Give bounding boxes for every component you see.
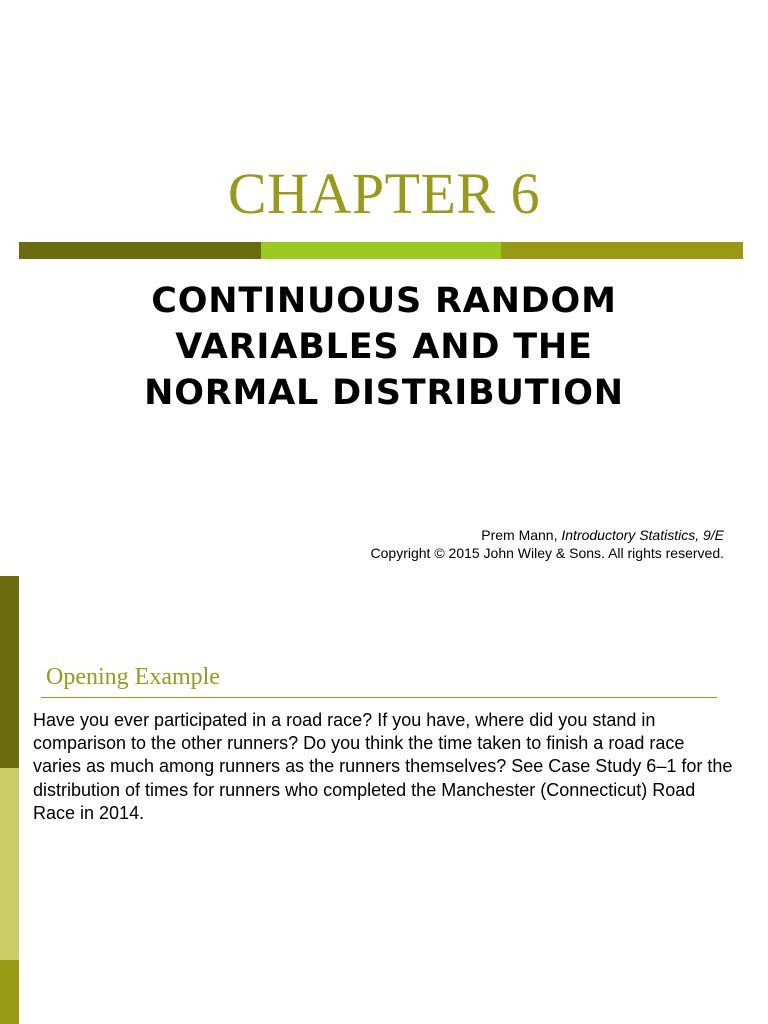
author-name: Prem Mann,: [481, 527, 562, 543]
title-divider-segment-light: [261, 242, 501, 259]
title-divider-segment-dark: [19, 242, 261, 259]
author-line: [371, 526, 724, 544]
chapter-title: CHAPTER 6: [227, 161, 541, 226]
section-title: Opening Example: [46, 664, 220, 690]
credit-block: [371, 526, 724, 562]
opening-example-slide: [0, 576, 768, 1024]
book-title: Introductory Statistics, 9/E: [561, 527, 724, 543]
copyright-line: Copyright © 2015 John Wiley & Sons. All rights reserved.: [370, 545, 724, 561]
side-bar-segment-olive: [0, 960, 19, 1024]
title-divider-segment-olive: [501, 242, 743, 259]
side-bar-segment-light: [0, 768, 19, 960]
chapter-subtitle: CONTINUOUS RANDOM VARIABLES AND THE NORMAL DISTRIBUTION: [144, 281, 624, 413]
title-underline: [41, 697, 717, 698]
side-bar-segment-dark: [0, 576, 19, 768]
body-paragraph: Have you ever participated in a road race? If you have, where did you stand in comparison to the other runners? Do you think the time taken to finish a road race varies as much among runners as the runners themselves? See Case Study 6–1 for the distribution of times for runners who completed the Manchester (Connecticut) Road Race in 2014.: [33, 710, 733, 823]
